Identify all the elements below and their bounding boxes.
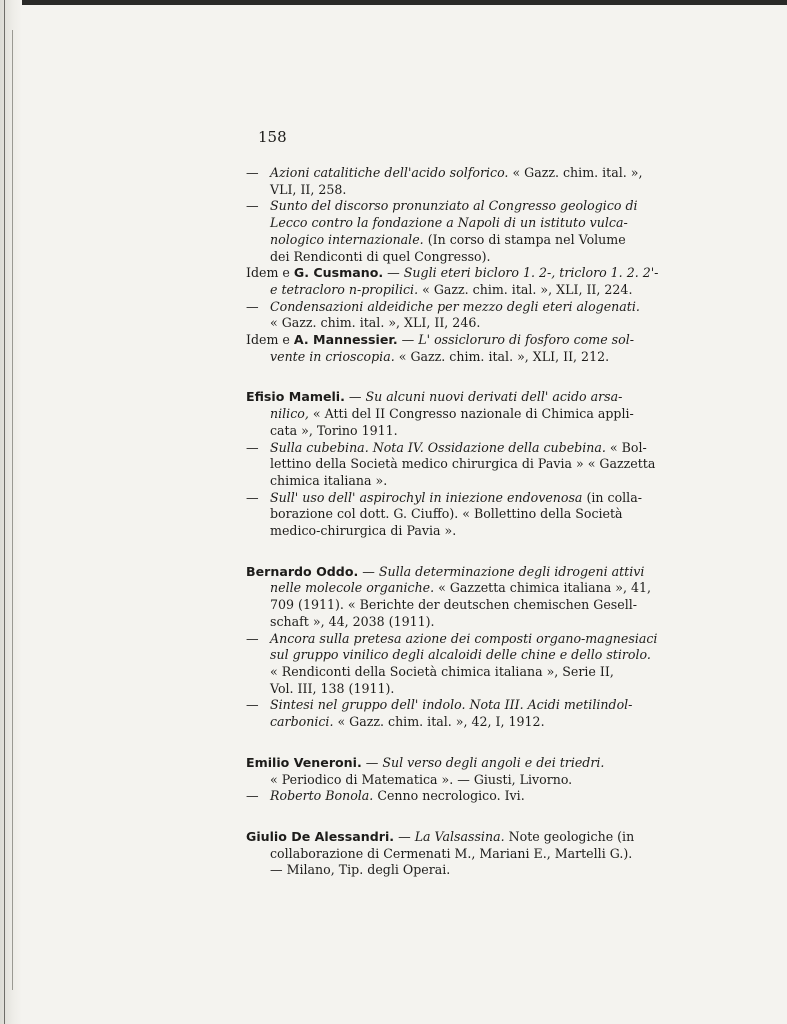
entry-title: Sulla cubebina. Nota IV. Ossidazione della cubebina. [270,439,606,455]
author-name: Giulio De Alessandri. [246,828,395,844]
entry-reference: « Gazz. chim. ital. », XLI, II, 246. [270,315,481,331]
page-number: 158 [258,128,287,146]
entry-reference: Vol. III, 138 (1911). [270,680,395,696]
entry-title: Lecco contro la fondazione a Napoli di un istituto vulca- [270,215,628,231]
entry-reference: 709 (1911). « Berichte der deutschen chemischen Gesell- [270,597,638,613]
entry-azioni: — Azioni catalitiche dell'acido solforico. « Gazz. chim. ital. », VLI, II, 258. [246,165,646,198]
entry-reference: Cenno necrologico. Ivi. [377,788,525,804]
entry-title: e tetracloro n-propilici. [270,281,419,297]
entry-indolo: — Sintesi nel gruppo dell' indolo. Nota III. Acidi metilindol- carbonici. « Gazz. chim. ital. », 42, I, 1912. [246,697,633,730]
entry-reference: borazione col dott. G. Ciuffo). « Bollettino della Società [270,506,623,522]
entry-title: carbonici. [270,714,334,730]
entry-sunto: — Sunto del discorso pronunziato al Congresso geologico di Lecco contro la fondazione a Napoli di un istituto vulca- nologico internazionale. (In corso di stampa nel Volume dei Rendiconti di quel Congresso). [246,198,646,265]
entry-reference: « Rendiconti della Società chimica italiana », Serie II, [270,663,614,679]
entry-reference: schaft », 44, 2038 (1911). [270,613,435,629]
entry-note: (In corso di stampa nel Volume [427,231,626,247]
entry-title: Condensazioni aldeidiche per mezzo degli eteri alogenati. [270,298,640,314]
entry-title: Sul verso degli angoli e dei triedri. [382,754,605,770]
entry-cubebina: — Sulla cubebina. Nota IV. Ossidazione della cubebina. « Bol- lettino della Società medico chirurgica di Pavia » « Gazzetta chimica italiana ». [246,439,656,488]
entry-title: sul gruppo vinilico degli alcaloidi delle chine e dello stirolo. [270,647,651,663]
author-name: Efisio Mameli. [246,389,345,405]
entry-reference: « Gazz. chim. ital. », XLI, II, 212. [398,348,610,364]
entry-reference: Note geologiche (in [508,828,635,844]
entry-reference: chimica italiana ». [270,472,388,488]
scan-left-edge [0,0,22,1024]
entry-title: Sintesi nel gruppo dell' indolo. Nota III. Acidi metilindol- [270,697,633,713]
entry-organomagnesiaci: — Ancora sulla pretesa azione dei composti organo-magnesiaci sul gruppo vinilico degli alcaloidi delle chine e dello stirolo. « Rendiconti della Società chimica italiana », Serie II, Vol. III, 138 (1911). [246,630,658,696]
entry-cusmano: Idem e G. Cusmano. — Sugli eteri bicloro 1. 2-, tricloro 1. 2. 2'- e tetracloro n-propilici. « Gazz. chim. ital. », XLI, II, 224. [246,265,659,297]
entry-reference: (in colla- [586,489,642,505]
entry-veneroni: Emilio Veneroni. — Sul verso degli angoli e dei triedri. « Periodico di Matematica ». — Giusti, Livorno. [246,755,646,788]
entry-reference: VLI, II, 258. [270,181,347,197]
entry-title: Sull' uso dell' aspirochyl in iniezione endovenosa [270,489,583,505]
entry-dealessandri: Giulio De Alessandri. — La Valsassina. Note geologiche (in collaborazione di Cermenati M., Mariani E., Martelli G.). — Milano, Tip. degli Operai. [246,829,646,879]
bibliography-list [246,165,659,879]
entry-reference: « Gazzetta chimica italiana », 41, [438,580,652,596]
author-name: G. Cusmano. [293,265,384,281]
entry-title: nelle molecole organiche. [270,580,435,596]
entry-title: Sunto del discorso pronunziato al Congresso geologico di [270,198,638,214]
entry-reference: « Gazz. chim. ital. », [512,165,643,180]
entry-aspirochyl: — Sull' uso dell' aspirochyl in iniezione endovenosa (in colla- borazione col dott. G. Ciuffo). « Bollettino della Società medico-chirurgica di Pavia ». [246,490,646,540]
entry-title: Roberto Bonola. [270,788,374,804]
entry-mannessier: Idem e A. Mannessier. — L' ossicloruro di fosforo come sol- vente in crioscopia. « Gazz. chim. ital. », XLI, II, 212. [246,332,635,364]
author-name: Bernardo Oddo. [246,563,359,579]
entry-title: Sulla determinazione degli idrogeni attivi [378,563,645,579]
entry-reference: — Milano, Tip. degli Operai. [270,862,451,878]
scan-top-border [0,0,787,5]
author-name: Emilio Veneroni. [246,754,362,770]
entry-reference: lettino della Società medico chirurgica di Pavia » « Gazzetta [270,456,656,472]
entry-title: nologico internazionale. [270,231,424,247]
entry-oddo: Bernardo Oddo. — Sulla determinazione degli idrogeni attivi nelle molecole organiche. « Gazzetta chimica italiana », 41, 709 (1911). « Berichte der deutschen chemischen Gesell- schaft », 44, 2038 (1911). [246,563,652,629]
entry-prefix: Idem e [246,332,290,348]
entry-reference: medico-chirurgica di Pavia ». [270,523,457,539]
entry-reference: « Gazz. chim. ital. », 42, I, 1912. [337,714,545,730]
entry-title: La Valsassina. [414,828,505,844]
entry-title: Su alcuni nuovi derivati dell' acido arsa- [365,389,623,405]
entry-title: Ancora sulla pretesa azione dei composti organo-magnesiaci [270,630,658,646]
entry-reference: « Periodico di Matematica ». — Giusti, Livorno. [270,771,573,787]
author-name: A. Mannessier. [293,332,398,348]
entry-title: L' ossicloruro di fosforo come sol- [418,332,635,348]
entry-condensazioni: — Condensazioni aldeidiche per mezzo degli eteri alogenati. « Gazz. chim. ital. », XLI, II, 246. [246,299,646,332]
entry-reference: cata », Torino 1911. [270,422,398,438]
entry-mameli: Efisio Mameli. — Su alcuni nuovi derivati dell' acido arsa- nilico, « Atti del II Congresso nazionale di Chimica appli- cata », Torino 1911. [246,389,646,439]
entry-reference: « Bol- [609,439,647,455]
entry-reference: collaborazione di Cermenati M., Mariani E., Martelli G.). [270,845,633,861]
entry-note: dei Rendiconti di quel Congresso). [270,248,491,264]
entry-reference: « Atti del II Congresso nazionale di Chimica appli- [312,406,634,422]
entry-title: Sugli eteri bicloro 1. 2-, tricloro 1. 2. 2'- [403,265,659,281]
entry-reference: « Gazz. chim. ital. », XLI, II, 224. [422,281,633,297]
entry-title: vente in crioscopia. [270,348,395,364]
entry-prefix: Idem e [246,265,290,281]
entry-title: Azioni catalitiche dell'acido solforico. [270,165,509,180]
entry-bonola: — Roberto Bonola. Cenno necrologico. Ivi. [246,788,525,804]
entry-title: nilico, [270,406,309,422]
